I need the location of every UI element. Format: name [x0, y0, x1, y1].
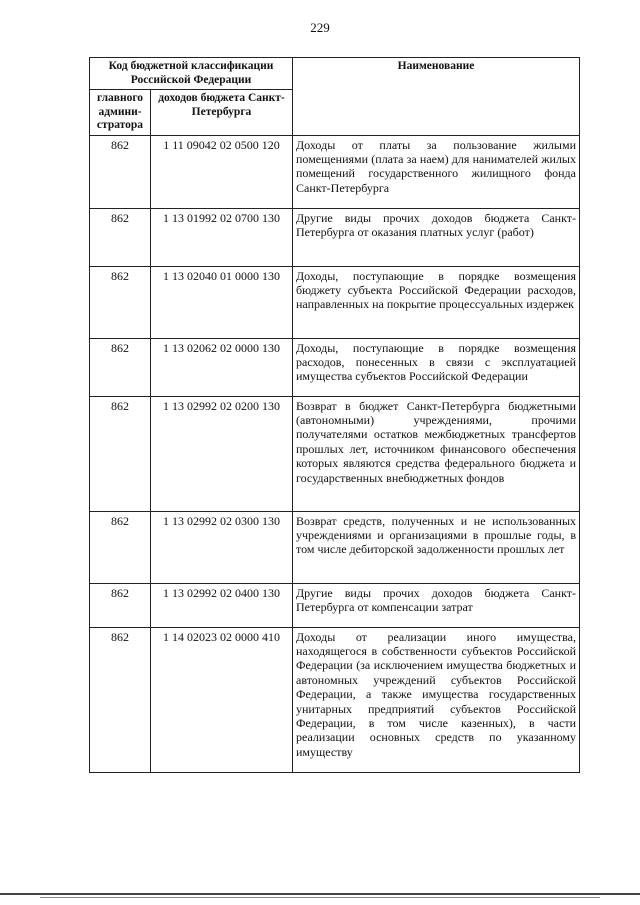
name-cell: Доходы от реализации иного имущества, находящегося в собственности субъектов Российской Федерации (за исключением имущества бюджетных и автономных учреждений субъектов Российской Федерации, а также имущества государственных унитарных предприятий субъектов Российской Федерации, в том числе казенных), в части реализации основных средств по указанному имуществу [293, 627, 580, 772]
table-row [90, 338, 580, 396]
name-cell: Доходы от платы за пользование жилыми помещениями (плата за наем) для нанимателей жилых помещений государственного жилищного фонда Санкт-Петербурга [293, 135, 580, 208]
table-row [90, 583, 580, 627]
name-cell: Возврат средств, полученных и не использованных учреждениями и организациями в прошлые годы, в том числе дебиторской задолженности прошлых лет [293, 511, 580, 583]
table-row [90, 396, 580, 511]
revenue-code-cell: 1 13 02062 02 0000 130 [151, 338, 293, 396]
classification-group-header: Код бюджетной классификации Российской Федерации [90, 58, 293, 90]
revenue-column-header: доходов бюджета Санкт-Петербурга [151, 90, 293, 136]
name-cell: Другие виды прочих доходов бюджета Санкт-Петербурга от компенсации затрат [293, 583, 580, 627]
revenue-code-cell: 1 13 01992 02 0700 130 [151, 208, 293, 266]
table-row [90, 627, 580, 772]
admin-code-cell: 862 [90, 396, 151, 511]
revenue-code-cell: 1 13 02992 02 0300 130 [151, 511, 293, 583]
scan-bottom-border [0, 893, 640, 895]
table-row [90, 135, 580, 208]
revenue-code-cell: 1 13 02040 01 0000 130 [151, 266, 293, 338]
admin-column-header: главного админи-стратора [90, 90, 151, 136]
table-row [90, 511, 580, 583]
name-column-header: Наименование [293, 58, 580, 136]
revenue-code-cell: 1 13 02992 02 0200 130 [151, 396, 293, 511]
scan-bottom-border-thin [40, 897, 600, 898]
name-cell: Другие виды прочих доходов бюджета Санкт-Петербурга от оказания платных услуг (работ) [293, 208, 580, 266]
page-number: 229 [310, 20, 330, 35]
budget-classification-table [89, 57, 580, 773]
name-cell: Доходы, поступающие в порядке возмещения бюджету субъекта Российской Федерации расходов, направленных на покрытие процессуальных издержек [293, 266, 580, 338]
admin-code-cell: 862 [90, 208, 151, 266]
admin-code-cell: 862 [90, 583, 151, 627]
admin-code-cell: 862 [90, 135, 151, 208]
revenue-code-cell: 1 11 09042 02 0500 120 [151, 135, 293, 208]
revenue-code-cell: 1 14 02023 02 0000 410 [151, 627, 293, 772]
table-row [90, 266, 580, 338]
table-row [90, 208, 580, 266]
admin-code-cell: 862 [90, 338, 151, 396]
revenue-code-cell: 1 13 02992 02 0400 130 [151, 583, 293, 627]
header-row-top [90, 58, 580, 90]
admin-code-cell: 862 [90, 511, 151, 583]
name-cell: Доходы, поступающие в порядке возмещения расходов, понесенных в связи с эксплуатацией имущества субъектов Российской Федерации [293, 338, 580, 396]
admin-code-cell: 862 [90, 266, 151, 338]
admin-code-cell: 862 [90, 627, 151, 772]
name-cell: Возврат в бюджет Санкт-Петербурга бюджетными (автономными) учреждениями, прочими получателями остатков межбюджетных трансфертов прошлых лет, источником финансового обеспечения которых являются средства федерального бюджета и государственных внебюджетных фондов [293, 396, 580, 511]
